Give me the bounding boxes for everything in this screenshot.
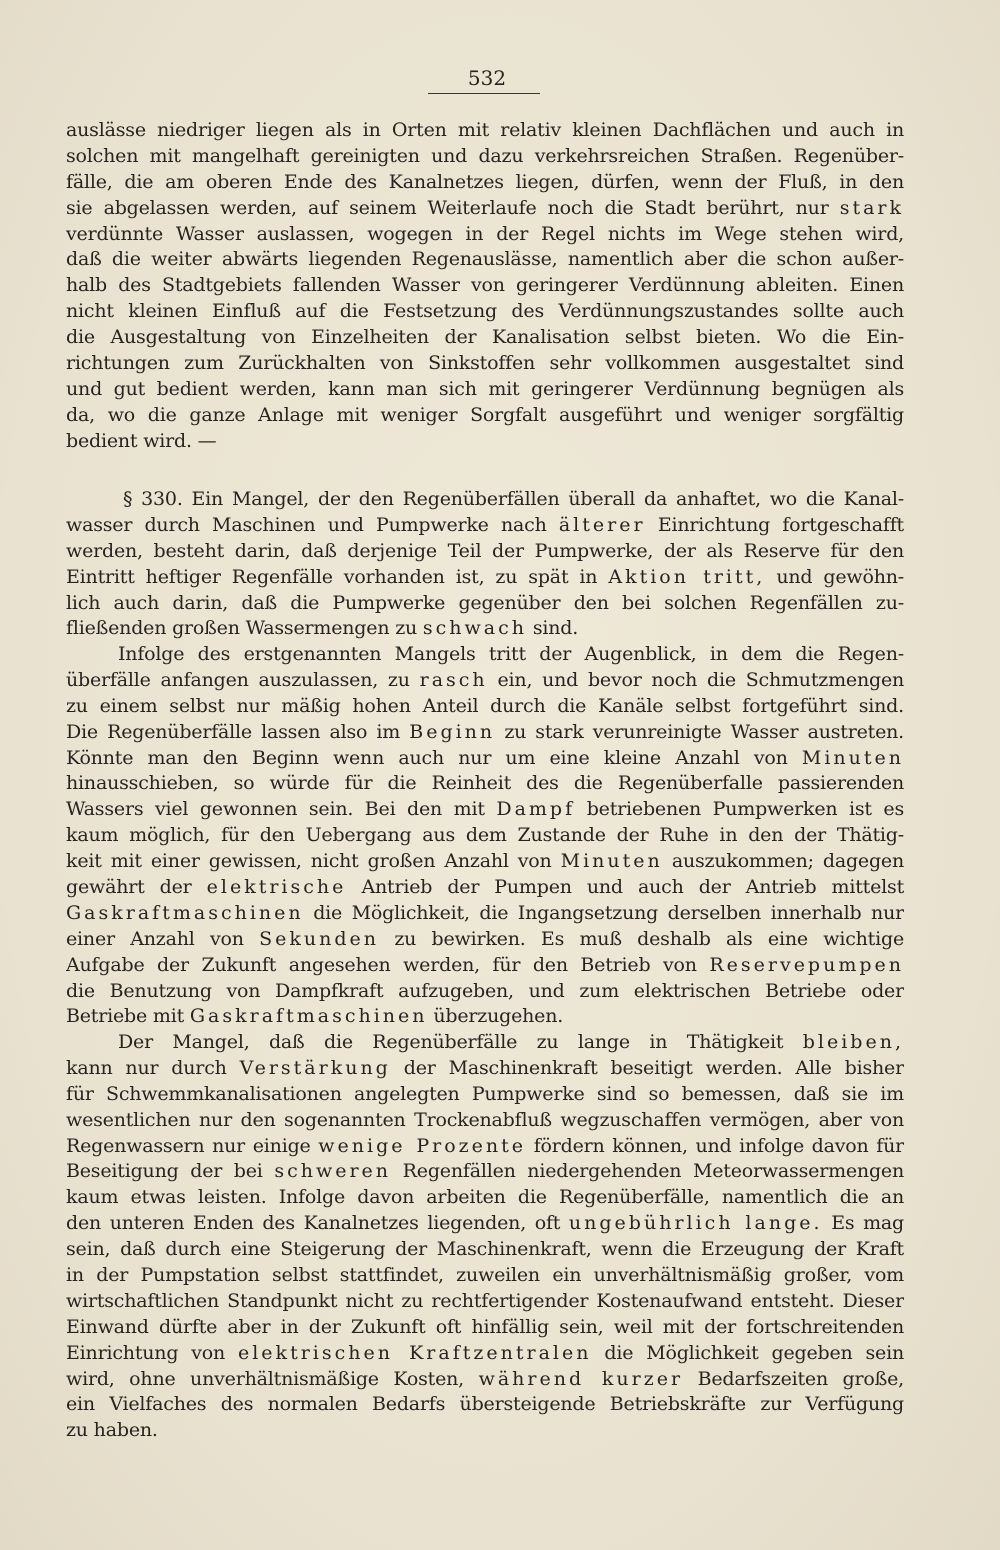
text-span: Könnte man den Beginn wenn auch nur um eine kleine Anzahl von [66,746,788,769]
section-heading-line: § 330. Ein Mangel, der den Regenüberfällen überall da anhaftet, wo die Kanal- [123,488,904,510]
text-span: zu bewirken. Es muß deshalb als eine wichtige [394,927,904,950]
emphasis-text: elektrische [206,876,347,899]
text-line: für Schwemmkanalisationen angelegten Pumpwerke sind so bemessen, daß sie im [66,1082,904,1105]
text-line [66,1367,904,1393]
emphasis-text: ungebührlich lange. [568,1212,823,1235]
text-span: sind. [532,617,579,640]
emphasis-text: Minuten [560,850,663,873]
text-line [66,927,904,953]
text-line [66,1004,904,1030]
emphasis-text: stark [839,196,904,219]
text-line: werden, besteht darin, daß derjenige Teil der Pumpwerke, der als Reserve für den [66,539,904,562]
text-line [66,513,904,539]
text-span: Aufgabe der Zukunft angesehen werden, für den Betrieb von [66,953,697,976]
text-span: der Maschinenkraft beseitigt werden. Alle bisher [403,1056,904,1079]
text-span: kann nur durch [66,1056,227,1079]
text-span: Einrichtung fortgeschafft [657,513,904,536]
emphasis-text: Dampf [496,798,576,821]
text-line [66,953,904,979]
text-line: nicht kleinen Einfluß auf die Festsetzung des Verdünnungszustandes sollte auch [66,300,904,323]
text-span: wird, ohne unverhältnismäßige Kosten, [66,1367,465,1390]
emphasis-text: Beginn [409,720,496,743]
text-span: Regenwassern nur einige [66,1134,311,1157]
text-line: fälle, die am oberen Ende des Kanalnetzes liegen, dürfen, wenn der Fluß, in den [66,170,904,193]
emphasis-text: Verstärkung [239,1056,391,1079]
text-line [66,1134,904,1160]
text-line: kaum etwas leisten. Infolge davon arbeiten die Regenüberfälle, namentlich die an [66,1186,904,1209]
text-line [66,1159,904,1185]
text-line: wirtschaftlichen Standpunkt nicht zu rechtfertigender Kostenaufwand entsteht. Dieser [66,1289,904,1312]
text-line [66,849,904,875]
text-line: auslässe niedriger liegen als in Orten mit relativ kleinen Dachflächen und auch in [66,119,904,141]
text-line: Infolge des erstgenannten Mangels tritt der Augenblick, in dem die Regen- [118,643,904,665]
text-line [66,1030,904,1056]
emphasis-text: elektrischen Kraftzentralen [237,1341,592,1364]
text-line: halb des Stadtgebiets fallenden Wasser von geringerer Verdünnung ableiten. Einen [66,274,904,297]
emphasis-text: schweren [274,1160,392,1183]
text-line [66,746,904,772]
text-span: einer Anzahl von [66,927,244,950]
text-line: die Ausgestaltung von Einzelheiten der Kanalisation selbst bieten. Wo die Ein- [66,326,904,349]
text-line: die Benutzung von Dampfkraft aufzugeben, und zum elektrischen Betriebe oder [66,979,904,1002]
text-line [66,1056,904,1082]
text-span: zu stark verunreinigte Wasser austreten. [504,720,904,743]
text-span: überfälle anfangen auszulassen, zu [66,668,410,691]
text-line: zu einem selbst nur mäßig hohen Anteil durch die Kanäle selbst fortgeführt sind. [66,694,904,717]
text-line [66,668,904,694]
text-span: Bedarfszeiten große, [697,1367,904,1390]
text-span: und gewöhn- [776,565,904,588]
text-line [66,616,904,642]
text-span: den unteren Enden des Kanalnetzes liegenden, oft [66,1212,561,1235]
emphasis-text: Sekunden [259,927,379,950]
text-line: in der Pumpstation selbst stattfindet, zuweilen ein unverhältnismäßig großer, vom [66,1264,904,1287]
text-span: sie abgelassen werden, auf seinem Weiterlaufe noch die Stadt berührt, nur [66,196,829,219]
paragraph-der-mangel [66,1030,904,1444]
text-span: Wassers viel gewonnen sein. Bei den mit [66,798,485,821]
emphasis-text: wenige Prozente [318,1134,527,1157]
text-line: zu haben. [66,1419,158,1442]
text-line: ein Vielfaches des normalen Bedarfs übersteigende Betriebskräfte zur Verfügung [66,1393,904,1416]
text-line [66,901,904,927]
emphasis-text: bleiben, [802,1031,904,1053]
text-span: Einrichtung von [66,1341,226,1364]
text-span: auszukommen; dagegen [671,850,904,873]
emphasis-text: schwach [422,617,527,640]
text-span: wasser durch Maschinen und Pumpwerke nach [66,513,547,536]
text-span: Regenfällen niedergehenden Meteorwassermengen [402,1160,904,1183]
text-line: Einwand dürfte aber in der Zukunft oft hinfällig sein, weil mit der fortschreitenden [66,1315,904,1338]
text-span: Eintritt heftiger Regenfälle vorhanden ist, zu spät in [66,565,598,588]
text-span: Der Mangel, daß die Regenüberfälle zu lange in Thätigkeit [118,1031,784,1053]
emphasis-text: Reservepumpen [709,953,904,976]
emphasis-text: Gaskraftmaschinen [189,1005,428,1028]
text-line: solchen mit mangelhaft gereinigten und dazu verkehrsreichen Straßen. Regenüber- [66,144,904,167]
text-line [66,1211,904,1237]
text-line [66,1341,904,1367]
text-span: die Möglichkeit gegeben sein [604,1341,904,1364]
text-span: die Möglichkeit, die Ingangsetzung derselben innerhalb nur [313,901,904,924]
text-line [66,196,904,222]
emphasis-text: Aktion tritt, [608,565,766,588]
text-line [66,797,904,823]
text-span: gewährt der [66,876,192,899]
text-line: verdünnte Wasser auslassen, wogegen in der Regel nichts im Wege stehen wird, [66,222,904,245]
paragraph-continuation [66,118,904,455]
text-line: richtungen zum Zurückhalten von Sinkstoffen sehr vollkommen ausgestaltet sind [66,352,904,375]
text-span: überzugehen. [433,1005,564,1028]
text-span: fördern können, und infolge davon für [533,1134,904,1157]
emphasis-text: Minuten [801,746,904,769]
text-line: sein, daß durch eine Steigerung der Maschinenkraft, wenn die Erzeugung der Kraft [66,1238,904,1261]
emphasis-text: rasch [419,668,488,691]
paragraph-infolge [66,642,904,1030]
emphasis-text: Gaskraftmaschinen [66,901,304,924]
text-span: Antrieb der Pumpen und auch der Antrieb mittelst [361,876,904,899]
text-line: lich auch darin, daß die Pumpwerke gegenüber den bei solchen Regenfällen zu- [66,591,904,614]
text-line: kaum möglich, für den Uebergang aus dem Zustande der Ruhe in den der Thätig- [66,824,904,847]
text-span: keit mit einer gewissen, nicht großen Anzahl von [66,850,552,873]
text-span: fließenden großen Wassermengen zu [66,617,418,640]
page-number: 532 [467,66,507,90]
emphasis-text: während kurzer [478,1367,684,1390]
text-line: bedient wird. — [66,429,217,452]
text-span: Betriebe mit [66,1005,185,1028]
text-span: Beseitigung der bei [66,1160,263,1183]
text-line [66,720,904,746]
text-line: hinausschieben, so würde für die Reinheit des die Regenüberfalle passierenden [66,772,904,795]
text-span: betriebenen Pumpwerken ist es [586,798,904,821]
text-line: da, wo die ganze Anlage mit weniger Sorgfalt ausgeführt und weniger sorgfältig [66,403,904,426]
text-line [66,565,904,591]
text-span: Es mag [831,1212,904,1235]
text-line: wesentlichen nur den sogenannten Trockenabfluß wegzuschaffen vermögen, aber von [66,1108,904,1131]
text-line [66,875,904,901]
text-span: ein, und bevor noch die Schmutzmengen [497,668,904,691]
text-line: daß die weiter abwärts liegenden Regenauslässe, namentlich aber die schon außer- [66,248,904,271]
emphasis-text: älterer [558,513,646,536]
text-span: Die Regenüberfälle lassen also im [66,720,401,743]
text-line: und gut bedient werden, kann man sich mit geringerer Verdünnung begnügen als [66,377,904,400]
page-number-rule [428,93,540,94]
section-330 [66,487,904,642]
